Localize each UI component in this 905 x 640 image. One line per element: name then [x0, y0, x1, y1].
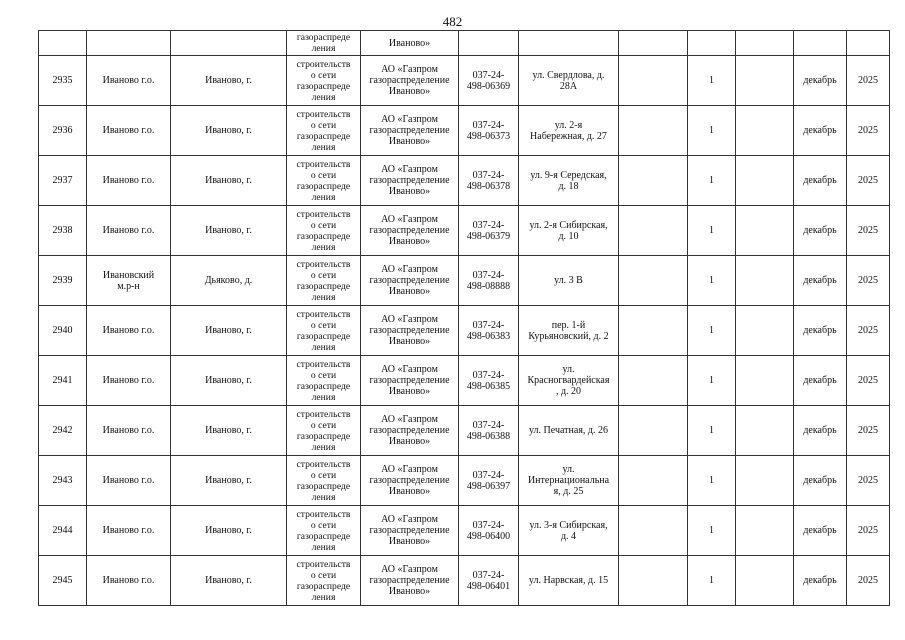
cell-code	[459, 106, 519, 156]
text-line: газораспределение	[369, 275, 450, 286]
cell-empty-2	[736, 456, 794, 506]
table-row	[39, 556, 890, 606]
cell-operator	[361, 406, 459, 456]
text-line: ления	[311, 341, 336, 353]
text-line: 037-24-	[472, 419, 505, 431]
text-line: газораспреде	[296, 180, 351, 192]
text-line: я, д. 25	[553, 486, 584, 497]
text-line: 037-24-	[472, 369, 505, 381]
cell-empty-2	[736, 56, 794, 106]
text-line: Иваново»	[388, 536, 431, 547]
text-line: Ивановский	[102, 269, 155, 281]
text-line: ления	[311, 541, 336, 553]
cell-locality	[171, 31, 287, 56]
text-line: 28А	[559, 80, 578, 92]
text-line: АО «Газпром	[381, 314, 438, 325]
text-line: Иваново»	[388, 486, 431, 497]
text-line: АО «Газпром	[381, 564, 438, 575]
cell-work-type	[287, 106, 361, 156]
cell-address	[519, 406, 619, 456]
cell-work-type	[287, 356, 361, 406]
cell-month: декабрь	[794, 56, 847, 106]
cell-locality: Иваново, г.	[171, 206, 287, 256]
cell-locality: Дьяково, д.	[171, 256, 287, 306]
text-line: газораспреде	[296, 430, 351, 442]
cell-municipality	[87, 256, 171, 306]
cell-operator	[361, 31, 459, 56]
text-line: Иваново»	[388, 586, 431, 597]
cell-empty-2	[688, 31, 736, 56]
text-line: 037-24-	[472, 169, 505, 181]
table-body	[39, 31, 890, 606]
cell-work-type	[287, 556, 361, 606]
page-number: 482	[442, 14, 463, 29]
cell-qty: 1	[688, 306, 736, 356]
table-row	[39, 406, 890, 456]
cell-locality: Иваново, г.	[171, 556, 287, 606]
text-line: Иваново»	[388, 286, 431, 297]
text-line: 037-24-	[472, 569, 505, 581]
cell-empty-2	[736, 206, 794, 256]
cell-no: 2945	[39, 556, 87, 606]
text-line: АО «Газпром	[381, 414, 438, 425]
cell-qty: 1	[688, 406, 736, 456]
cell-no	[39, 31, 87, 56]
text-line: строительств	[296, 308, 351, 320]
text-line: Иваново г.о.	[102, 225, 155, 236]
cell-locality: Иваново, г.	[171, 106, 287, 156]
text-line: 498-06378	[466, 180, 511, 192]
cell-address	[519, 106, 619, 156]
text-line: Красногвардейская	[527, 375, 610, 386]
text-line: строительств	[296, 108, 351, 120]
table-row	[39, 156, 890, 206]
text-line: Иваново»	[388, 186, 431, 197]
cell-month: декабрь	[794, 506, 847, 556]
text-line: 498-06369	[466, 80, 511, 92]
text-line: ления	[311, 291, 336, 303]
cell-municipality	[87, 306, 171, 356]
cell-no: 2942	[39, 406, 87, 456]
cell-work-type	[287, 456, 361, 506]
cell-code	[459, 31, 519, 56]
text-line: газораспреде	[296, 130, 351, 142]
cell-locality: Иваново, г.	[171, 56, 287, 106]
text-line: Иваново»	[388, 86, 431, 97]
table-row	[39, 256, 890, 306]
text-line: Набережная, д. 27	[530, 130, 607, 142]
cell-month: декабрь	[794, 306, 847, 356]
text-line: газораспреде	[296, 280, 351, 292]
text-line: газораспреде	[296, 580, 351, 592]
cell-qty: 1	[688, 106, 736, 156]
cell-no: 2935	[39, 56, 87, 106]
cell-operator	[361, 56, 459, 106]
text-line: газораспреде	[296, 530, 351, 542]
text-line: Иваново»	[388, 436, 431, 447]
cell-address	[519, 556, 619, 606]
cell-code	[459, 56, 519, 106]
text-line: 037-24-	[472, 219, 505, 231]
text-line: ления	[311, 141, 336, 153]
text-line: м.р-н	[117, 280, 140, 292]
text-line: ул. Печатная, д. 26	[528, 425, 609, 436]
cell-address	[519, 506, 619, 556]
text-line: Курьяновский, д. 2	[528, 330, 609, 342]
text-line: ления	[311, 591, 336, 603]
cell-municipality	[87, 56, 171, 106]
text-line: Иваново г.о.	[102, 325, 155, 336]
cell-qty: 1	[688, 506, 736, 556]
text-line: строительств	[296, 208, 351, 220]
text-line: АО «Газпром	[381, 264, 438, 275]
text-line: д. 10	[558, 230, 579, 242]
text-line: строительств	[296, 508, 351, 520]
cell-operator	[361, 456, 459, 506]
cell-operator	[361, 156, 459, 206]
text-line: ления	[311, 441, 336, 453]
cell-municipality	[87, 456, 171, 506]
cell-work-type	[287, 256, 361, 306]
cell-year: 2025	[847, 206, 890, 256]
text-line: газораспределение	[369, 325, 450, 336]
cell-locality: Иваново, г.	[171, 356, 287, 406]
cell-operator	[361, 356, 459, 406]
cell-address	[519, 256, 619, 306]
text-line: ления	[311, 91, 336, 103]
cell-qty: 1	[688, 456, 736, 506]
text-line: АО «Газпром	[381, 514, 438, 525]
text-line: 037-24-	[472, 269, 505, 281]
cell-code	[459, 156, 519, 206]
text-line: д. 18	[558, 180, 579, 192]
text-line: о сети	[310, 369, 337, 381]
cell-code	[459, 356, 519, 406]
cell-empty-2	[736, 156, 794, 206]
table-row	[39, 206, 890, 256]
cell-no: 2941	[39, 356, 87, 406]
cell-no: 2936	[39, 106, 87, 156]
text-line: строительств	[296, 358, 351, 370]
text-line: газораспреде	[296, 330, 351, 342]
text-line: ления	[311, 191, 336, 203]
text-line: Иваново г.о.	[102, 175, 155, 186]
cell-empty-2	[736, 556, 794, 606]
cell-operator	[361, 206, 459, 256]
cell-work-type	[287, 406, 361, 456]
cell-locality: Иваново, г.	[171, 156, 287, 206]
cell-municipality	[87, 506, 171, 556]
cell-year: 2025	[847, 456, 890, 506]
text-line: газораспределение	[369, 475, 450, 486]
text-line: строительств	[296, 158, 351, 170]
text-line: 498-06383	[466, 330, 511, 342]
text-line: 037-24-	[472, 319, 505, 331]
text-line: о сети	[310, 469, 337, 481]
cell-municipality	[87, 406, 171, 456]
text-line: ул. 9-я Середская,	[530, 169, 607, 181]
cell-locality: Иваново, г.	[171, 506, 287, 556]
text-line: строительств	[296, 408, 351, 420]
gasification-table	[38, 30, 890, 606]
table-row-partial	[39, 31, 890, 56]
text-line: о сети	[310, 319, 337, 331]
cell-no: 2938	[39, 206, 87, 256]
cell-code	[459, 456, 519, 506]
cell-municipality	[87, 556, 171, 606]
text-line: строительств	[296, 58, 351, 70]
cell-month: декабрь	[794, 406, 847, 456]
cell-locality: Иваново, г.	[171, 406, 287, 456]
text-line: Иваново»	[388, 37, 431, 49]
text-line: 498-08888	[466, 280, 511, 292]
text-line: ления	[311, 43, 336, 54]
cell-year: 2025	[847, 106, 890, 156]
text-line: о сети	[310, 219, 337, 231]
cell-address	[519, 156, 619, 206]
cell-month: декабрь	[794, 106, 847, 156]
cell-qty: 1	[688, 206, 736, 256]
text-line: АО «Газпром	[381, 114, 438, 125]
cell-month: декабрь	[794, 456, 847, 506]
cell-locality: Иваново, г.	[171, 306, 287, 356]
text-line: Иваново»	[388, 236, 431, 247]
cell-year: 2025	[847, 356, 890, 406]
cell-empty-1	[619, 106, 688, 156]
text-line: о сети	[310, 169, 337, 181]
text-line: газораспределение	[369, 425, 450, 436]
text-line: Иваново г.о.	[102, 75, 155, 86]
cell-code	[459, 206, 519, 256]
cell-year: 2025	[847, 256, 890, 306]
text-line: Иваново»	[388, 136, 431, 147]
cell-qty: 1	[688, 156, 736, 206]
text-line: ул. 3 В	[554, 275, 583, 286]
text-line: о сети	[310, 419, 337, 431]
cell-code	[459, 406, 519, 456]
text-line: Иваново г.о.	[102, 525, 155, 536]
cell-empty-2	[736, 506, 794, 556]
text-line: газораспреде	[296, 230, 351, 242]
cell-no: 2939	[39, 256, 87, 306]
cell-year: 2025	[847, 556, 890, 606]
cell-empty-1	[619, 306, 688, 356]
text-line: АО «Газпром	[381, 364, 438, 375]
text-line: ул. Свердлова, д.	[532, 69, 605, 81]
cell-month: декабрь	[794, 206, 847, 256]
text-line: ул. 3-я Сибирская,	[529, 519, 608, 531]
text-line: газораспределение	[369, 375, 450, 386]
cell-empty-1	[619, 256, 688, 306]
cell-address	[519, 356, 619, 406]
cell-code	[459, 306, 519, 356]
text-line: газораспределение	[369, 125, 450, 136]
cell-operator	[361, 506, 459, 556]
text-line: ул. 2-я	[554, 119, 583, 131]
text-line: Иваново»	[388, 386, 431, 397]
cell-work-type	[287, 31, 361, 56]
text-line: строительств	[296, 258, 351, 270]
cell-locality: Иваново, г.	[171, 456, 287, 506]
cell-operator	[361, 556, 459, 606]
table-row	[39, 456, 890, 506]
cell-empty-3	[736, 31, 794, 56]
cell-month	[794, 31, 847, 56]
cell-work-type	[287, 56, 361, 106]
table-row	[39, 356, 890, 406]
text-line: 037-24-	[472, 519, 505, 531]
cell-no: 2943	[39, 456, 87, 506]
cell-empty-2	[736, 106, 794, 156]
text-line: д. 4	[560, 530, 577, 542]
text-line: АО «Газпром	[381, 464, 438, 475]
text-line: Иваново г.о.	[102, 575, 155, 586]
cell-code	[459, 256, 519, 306]
text-line: 498-06385	[466, 380, 511, 392]
cell-no: 2940	[39, 306, 87, 356]
cell-empty-1	[619, 56, 688, 106]
cell-municipality	[87, 106, 171, 156]
text-line: газораспределение	[369, 525, 450, 536]
text-line: 498-06400	[466, 530, 511, 542]
text-line: Интернациональна	[527, 475, 610, 486]
cell-work-type	[287, 306, 361, 356]
cell-month: декабрь	[794, 356, 847, 406]
cell-work-type	[287, 156, 361, 206]
text-line: ления	[311, 391, 336, 403]
text-line: ул.	[562, 464, 575, 475]
text-line: о сети	[310, 119, 337, 131]
cell-work-type	[287, 206, 361, 256]
text-line: 037-24-	[472, 69, 505, 81]
text-line: газораспреде	[296, 80, 351, 92]
text-line: газораспределение	[369, 575, 450, 586]
text-line: 498-06397	[466, 480, 511, 492]
cell-empty-2	[736, 406, 794, 456]
cell-municipality	[87, 156, 171, 206]
cell-address	[519, 306, 619, 356]
cell-code	[459, 506, 519, 556]
text-line: ул.	[562, 364, 575, 375]
table-row	[39, 56, 890, 106]
text-line: АО «Газпром	[381, 64, 438, 75]
cell-empty-1	[619, 506, 688, 556]
cell-year: 2025	[847, 56, 890, 106]
cell-month: декабрь	[794, 256, 847, 306]
cell-empty-1	[619, 31, 688, 56]
cell-qty: 1	[688, 256, 736, 306]
cell-code	[459, 556, 519, 606]
text-line: АО «Газпром	[381, 214, 438, 225]
table-row	[39, 506, 890, 556]
cell-year: 2025	[847, 156, 890, 206]
text-line: о сети	[310, 269, 337, 281]
text-line: строительств	[296, 458, 351, 470]
text-line: 498-06388	[466, 430, 511, 442]
cell-year	[847, 31, 890, 56]
text-line: пер. 1-й	[551, 319, 586, 331]
cell-qty: 1	[688, 356, 736, 406]
text-line: 498-06373	[466, 130, 511, 142]
text-line: газораспреде	[296, 480, 351, 492]
text-line: о сети	[310, 69, 337, 81]
text-line: ул. 2-я Сибирская,	[529, 219, 608, 231]
text-line: газораспреде	[296, 32, 351, 43]
cell-empty-2	[736, 356, 794, 406]
cell-municipality	[87, 31, 171, 56]
cell-no: 2944	[39, 506, 87, 556]
text-line: газораспределение	[369, 75, 450, 86]
cell-empty-1	[619, 456, 688, 506]
text-line: Иваново г.о.	[102, 475, 155, 486]
text-line: 498-06379	[466, 230, 511, 242]
text-line: 498-06401	[466, 580, 511, 592]
text-line: ления	[311, 491, 336, 503]
cell-empty-1	[619, 156, 688, 206]
text-line: АО «Газпром	[381, 164, 438, 175]
cell-year: 2025	[847, 306, 890, 356]
cell-municipality	[87, 356, 171, 406]
cell-year: 2025	[847, 406, 890, 456]
text-line: газораспределение	[369, 225, 450, 236]
text-line: о сети	[310, 569, 337, 581]
text-line: Иваново г.о.	[102, 125, 155, 136]
text-line: 037-24-	[472, 469, 505, 481]
text-line: Иваново»	[388, 336, 431, 347]
cell-empty-2	[736, 306, 794, 356]
cell-address	[519, 456, 619, 506]
cell-operator	[361, 306, 459, 356]
cell-no: 2937	[39, 156, 87, 206]
cell-address	[519, 31, 619, 56]
cell-empty-1	[619, 206, 688, 256]
cell-empty-1	[619, 556, 688, 606]
text-line: Иваново г.о.	[102, 375, 155, 386]
cell-month: декабрь	[794, 556, 847, 606]
cell-work-type	[287, 506, 361, 556]
cell-empty-2	[736, 256, 794, 306]
cell-address	[519, 206, 619, 256]
text-line: ления	[311, 241, 336, 253]
cell-month: декабрь	[794, 156, 847, 206]
cell-empty-1	[619, 406, 688, 456]
cell-year: 2025	[847, 506, 890, 556]
cell-municipality	[87, 206, 171, 256]
cell-operator	[361, 106, 459, 156]
cell-qty: 1	[688, 556, 736, 606]
text-line: , д. 20	[555, 386, 582, 397]
cell-qty: 1	[688, 56, 736, 106]
text-line: о сети	[310, 519, 337, 531]
cell-operator	[361, 256, 459, 306]
cell-empty-1	[619, 356, 688, 406]
text-line: 037-24-	[472, 119, 505, 131]
text-line: ул. Нарвская, д. 15	[528, 575, 609, 586]
cell-address	[519, 56, 619, 106]
table-row	[39, 106, 890, 156]
text-line: газораспреде	[296, 380, 351, 392]
text-line: строительств	[296, 558, 351, 570]
text-line: Иваново г.о.	[102, 425, 155, 436]
text-line: газораспределение	[369, 175, 450, 186]
table-row	[39, 306, 890, 356]
